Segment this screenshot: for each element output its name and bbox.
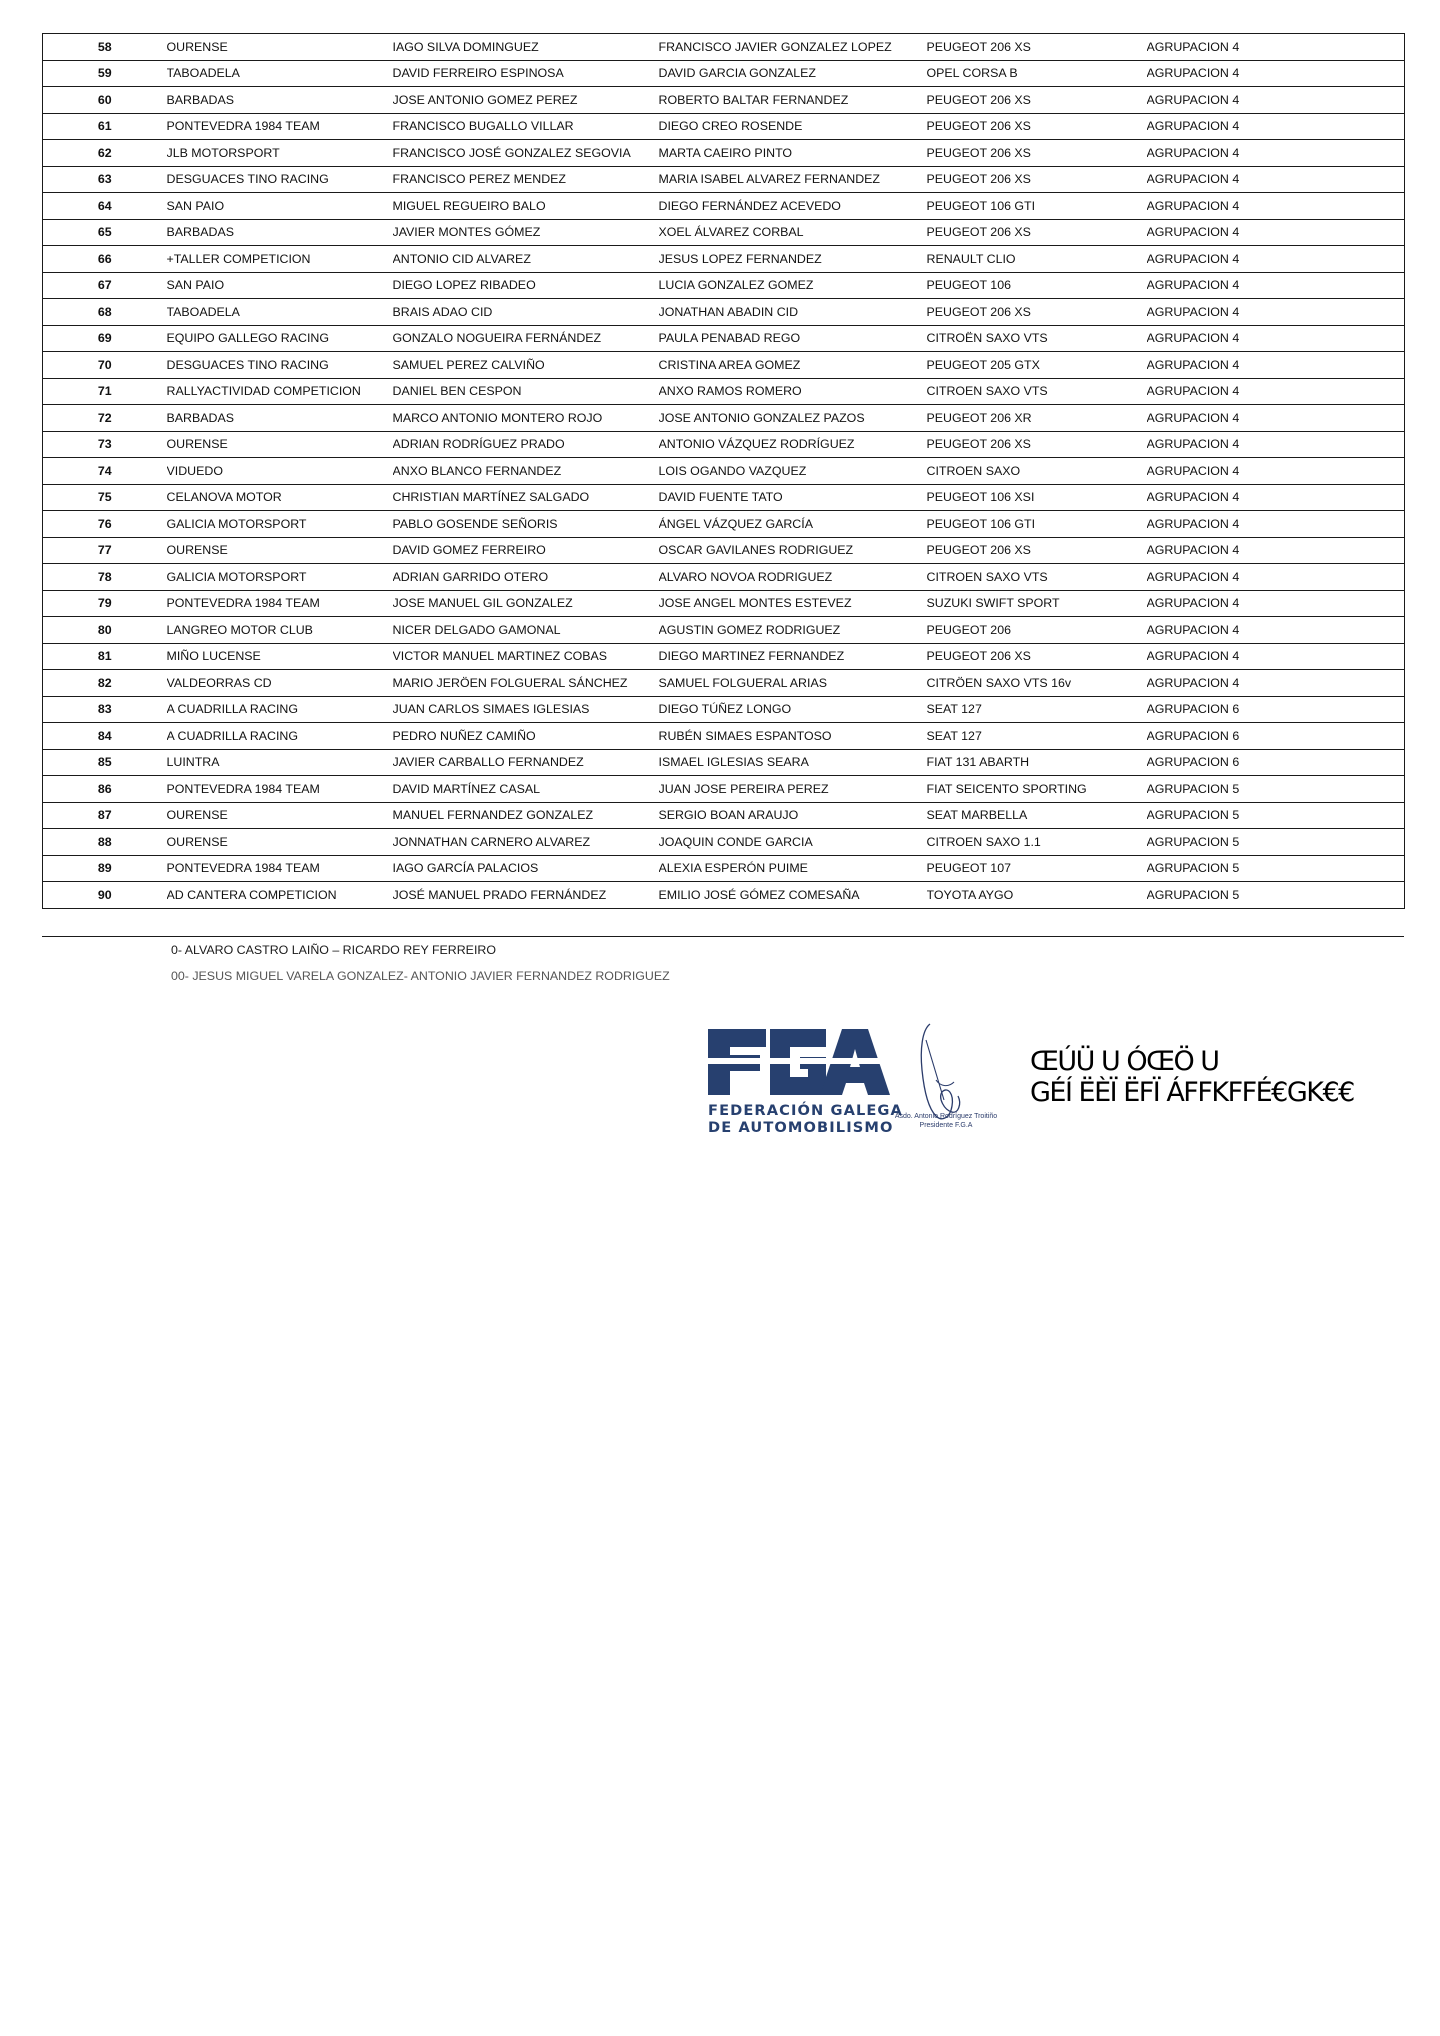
entry-codriver: OSCAR GAVILANES RODRIGUEZ	[659, 537, 927, 564]
entry-codriver: XOEL ÁLVAREZ CORBAL	[659, 219, 927, 246]
entry-codriver: ANTONIO VÁZQUEZ RODRÍGUEZ	[659, 431, 927, 458]
entry-car: PEUGEOT 106 GTI	[927, 511, 1147, 538]
table-row	[43, 272, 1405, 299]
entry-car: CITROEN SAXO VTS	[927, 378, 1147, 405]
entry-number: 68	[43, 299, 167, 326]
entry-driver: NICER DELGADO GAMONAL	[393, 617, 659, 644]
entry-group: AGRUPACION 4	[1147, 643, 1405, 670]
entry-codriver: DIEGO TÚÑEZ LONGO	[659, 696, 927, 723]
entry-car: PEUGEOT 206 XS	[927, 431, 1147, 458]
table-row	[43, 855, 1405, 882]
entry-driver: JAVIER CARBALLO FERNANDEZ	[393, 749, 659, 776]
entry-car: SEAT MARBELLA	[927, 802, 1147, 829]
entry-group: AGRUPACION 4	[1147, 219, 1405, 246]
entry-codriver: MARIA ISABEL ALVAREZ FERNANDEZ	[659, 166, 927, 193]
entry-car: CITROEN SAXO	[927, 458, 1147, 485]
entry-team: LANGREO MOTOR CLUB	[167, 617, 393, 644]
entry-team: TABOADELA	[167, 299, 393, 326]
entry-codriver: SERGIO BOAN ARAUJO	[659, 802, 927, 829]
entry-codriver: LUCIA GONZALEZ GOMEZ	[659, 272, 927, 299]
entry-group: AGRUPACION 5	[1147, 855, 1405, 882]
table-row	[43, 378, 1405, 405]
entry-car: CITROEN SAXO 1.1	[927, 829, 1147, 856]
entry-group: AGRUPACION 4	[1147, 431, 1405, 458]
entry-driver: BRAIS ADAO CID	[393, 299, 659, 326]
entry-driver: IAGO SILVA DOMINGUEZ	[393, 34, 659, 61]
table-row	[43, 564, 1405, 591]
entry-number: 72	[43, 405, 167, 432]
table-row	[43, 458, 1405, 485]
entry-team: TABOADELA	[167, 60, 393, 87]
entry-driver: CHRISTIAN MARTÍNEZ SALGADO	[393, 484, 659, 511]
entry-team: EQUIPO GALLEGO RACING	[167, 325, 393, 352]
entry-group: AGRUPACION 4	[1147, 272, 1405, 299]
entry-codriver: RUBÉN SIMAES ESPANTOSO	[659, 723, 927, 750]
table-row	[43, 140, 1405, 167]
entry-group: AGRUPACION 4	[1147, 590, 1405, 617]
entry-number: 88	[43, 829, 167, 856]
table-row	[43, 590, 1405, 617]
entry-group: AGRUPACION 4	[1147, 87, 1405, 114]
entry-group: AGRUPACION 4	[1147, 670, 1405, 697]
entry-team: JLB MOTORSPORT	[167, 140, 393, 167]
entry-number: 81	[43, 643, 167, 670]
entry-driver: DAVID GOMEZ FERREIRO	[393, 537, 659, 564]
entry-driver: MARCO ANTONIO MONTERO ROJO	[393, 405, 659, 432]
entry-codriver: ROBERTO BALTAR FERNANDEZ	[659, 87, 927, 114]
entry-team: BARBADAS	[167, 405, 393, 432]
car-double-zero-note: 00- JESUS MIGUEL VARELA GONZALEZ- ANTONIO JAVIER FERNANDEZ RODRIGUEZ	[171, 969, 670, 983]
table-row	[43, 34, 1405, 61]
entry-driver: IAGO GARCÍA PALACIOS	[393, 855, 659, 882]
entry-codriver: JUAN JOSE PEREIRA PEREZ	[659, 776, 927, 803]
entry-driver: DAVID FERREIRO ESPINOSA	[393, 60, 659, 87]
entry-number: 76	[43, 511, 167, 538]
entry-driver: MIGUEL REGUEIRO BALO	[393, 193, 659, 220]
entry-car: PEUGEOT 106 GTI	[927, 193, 1147, 220]
entry-number: 73	[43, 431, 167, 458]
entry-team: +TALLER COMPETICION	[167, 246, 393, 273]
entry-codriver: ANXO RAMOS ROMERO	[659, 378, 927, 405]
entry-number: 80	[43, 617, 167, 644]
entry-codriver: SAMUEL FOLGUERAL ARIAS	[659, 670, 927, 697]
entry-number: 71	[43, 378, 167, 405]
entry-car: RENAULT CLIO	[927, 246, 1147, 273]
entry-team: SAN PAIO	[167, 272, 393, 299]
entry-number: 87	[43, 802, 167, 829]
entry-car: PEUGEOT 206 XR	[927, 405, 1147, 432]
entry-team: OURENSE	[167, 537, 393, 564]
table-row	[43, 696, 1405, 723]
entry-codriver: DAVID FUENTE TATO	[659, 484, 927, 511]
entry-team: BARBADAS	[167, 87, 393, 114]
entry-number: 78	[43, 564, 167, 591]
entry-codriver: DIEGO FERNÁNDEZ ACEVEDO	[659, 193, 927, 220]
table-row	[43, 246, 1405, 273]
entry-driver: DAVID MARTÍNEZ CASAL	[393, 776, 659, 803]
entry-team: PONTEVEDRA 1984 TEAM	[167, 776, 393, 803]
table-row	[43, 749, 1405, 776]
entry-car: OPEL CORSA B	[927, 60, 1147, 87]
entry-number: 67	[43, 272, 167, 299]
entry-team: VIDUEDO	[167, 458, 393, 485]
entry-team: DESGUACES TINO RACING	[167, 166, 393, 193]
entry-team: AD CANTERA COMPETICION	[167, 882, 393, 909]
entry-number: 64	[43, 193, 167, 220]
entry-car: PEUGEOT 206 XS	[927, 643, 1147, 670]
entry-driver: ANXO BLANCO FERNANDEZ	[393, 458, 659, 485]
entry-team: OURENSE	[167, 802, 393, 829]
unreadable-text-line-1: ŒÚÜ U ÓŒÖ U	[1030, 1046, 1219, 1077]
entry-codriver: ÁNGEL VÁZQUEZ GARCÍA	[659, 511, 927, 538]
entry-car: PEUGEOT 206	[927, 617, 1147, 644]
entry-group: AGRUPACION 5	[1147, 882, 1405, 909]
entry-codriver: DAVID GARCIA GONZALEZ	[659, 60, 927, 87]
table-row	[43, 537, 1405, 564]
table-row	[43, 352, 1405, 379]
table-row	[43, 723, 1405, 750]
entry-car: SEAT 127	[927, 696, 1147, 723]
entry-driver: JOSE MANUEL GIL GONZALEZ	[393, 590, 659, 617]
entry-car: PEUGEOT 206 XS	[927, 87, 1147, 114]
entry-driver: FRANCISCO BUGALLO VILLAR	[393, 113, 659, 140]
table-row	[43, 166, 1405, 193]
entry-team: DESGUACES TINO RACING	[167, 352, 393, 379]
entry-driver: JOSÉ MANUEL PRADO FERNÁNDEZ	[393, 882, 659, 909]
entry-car: TOYOTA AYGO	[927, 882, 1147, 909]
entry-team: VALDEORRAS CD	[167, 670, 393, 697]
entry-codriver: DIEGO MARTINEZ FERNANDEZ	[659, 643, 927, 670]
entry-car: PEUGEOT 206 XS	[927, 299, 1147, 326]
entry-group: AGRUPACION 4	[1147, 166, 1405, 193]
entry-group: AGRUPACION 4	[1147, 34, 1405, 61]
entry-group: AGRUPACION 4	[1147, 617, 1405, 644]
entry-group: AGRUPACION 4	[1147, 113, 1405, 140]
entry-team: CELANOVA MOTOR	[167, 484, 393, 511]
entry-number: 60	[43, 87, 167, 114]
entry-driver: ADRIAN RODRÍGUEZ PRADO	[393, 431, 659, 458]
entry-driver: JUAN CARLOS SIMAES IGLESIAS	[393, 696, 659, 723]
entry-group: AGRUPACION 4	[1147, 537, 1405, 564]
entry-number: 89	[43, 855, 167, 882]
entry-driver: VICTOR MANUEL MARTINEZ COBAS	[393, 643, 659, 670]
entry-group: AGRUPACION 4	[1147, 511, 1405, 538]
car-zero-note: 0- ALVARO CASTRO LAIÑO – RICARDO REY FERREIRO	[171, 943, 496, 957]
entry-group: AGRUPACION 4	[1147, 484, 1405, 511]
entry-codriver: JOSE ANTONIO GONZALEZ PAZOS	[659, 405, 927, 432]
entry-number: 63	[43, 166, 167, 193]
entry-team: MIÑO LUCENSE	[167, 643, 393, 670]
logo-text-line-1: FEDERACIÓN GALEGA	[708, 1102, 903, 1119]
entry-team: OURENSE	[167, 431, 393, 458]
entry-group: AGRUPACION 4	[1147, 564, 1405, 591]
entry-driver: PEDRO NUÑEZ CAMIÑO	[393, 723, 659, 750]
entry-group: AGRUPACION 4	[1147, 405, 1405, 432]
entry-car: CITRÖEN SAXO VTS 16v	[927, 670, 1147, 697]
table-row	[43, 776, 1405, 803]
entry-group: AGRUPACION 4	[1147, 140, 1405, 167]
entry-codriver: FRANCISCO JAVIER GONZALEZ LOPEZ	[659, 34, 927, 61]
entry-car: SEAT 127	[927, 723, 1147, 750]
entry-number: 74	[43, 458, 167, 485]
entry-group: AGRUPACION 5	[1147, 829, 1405, 856]
entry-number: 79	[43, 590, 167, 617]
entry-number: 77	[43, 537, 167, 564]
entry-team: PONTEVEDRA 1984 TEAM	[167, 855, 393, 882]
entry-codriver: JONATHAN ABADIN CID	[659, 299, 927, 326]
entry-group: AGRUPACION 6	[1147, 749, 1405, 776]
entry-number: 84	[43, 723, 167, 750]
entry-group: AGRUPACION 4	[1147, 458, 1405, 485]
entry-codriver: PAULA PENABAD REGO	[659, 325, 927, 352]
entry-car: CITROEN SAXO VTS	[927, 564, 1147, 591]
entry-driver: GONZALO NOGUEIRA FERNÁNDEZ	[393, 325, 659, 352]
entry-driver: DANIEL BEN CESPON	[393, 378, 659, 405]
entry-codriver: JOSE ANGEL MONTES ESTEVEZ	[659, 590, 927, 617]
entry-team: A CUADRILLA RACING	[167, 723, 393, 750]
section-divider	[42, 936, 1404, 937]
entry-group: AGRUPACION 5	[1147, 802, 1405, 829]
entry-car: PEUGEOT 107	[927, 855, 1147, 882]
entry-number: 83	[43, 696, 167, 723]
entry-codriver: ISMAEL IGLESIAS SEARA	[659, 749, 927, 776]
entry-team: GALICIA MOTORSPORT	[167, 511, 393, 538]
entry-team: PONTEVEDRA 1984 TEAM	[167, 113, 393, 140]
entry-group: AGRUPACION 4	[1147, 378, 1405, 405]
entry-car: PEUGEOT 206 XS	[927, 113, 1147, 140]
entry-team: RALLYACTIVIDAD COMPETICION	[167, 378, 393, 405]
entry-driver: JOSE ANTONIO GOMEZ PEREZ	[393, 87, 659, 114]
entry-driver: MANUEL FERNANDEZ GONZALEZ	[393, 802, 659, 829]
entry-driver: FRANCISCO PEREZ MENDEZ	[393, 166, 659, 193]
entry-driver: ANTONIO CID ALVAREZ	[393, 246, 659, 273]
signature-caption-title: Presidente F.G.A	[919, 1122, 973, 1129]
entry-codriver: LOIS OGANDO VAZQUEZ	[659, 458, 927, 485]
table-row	[43, 802, 1405, 829]
entry-number: 85	[43, 749, 167, 776]
entry-team: GALICIA MOTORSPORT	[167, 564, 393, 591]
entry-group: AGRUPACION 4	[1147, 325, 1405, 352]
entry-car: PEUGEOT 206 XS	[927, 140, 1147, 167]
entry-car: PEUGEOT 206 XS	[927, 537, 1147, 564]
entry-codriver: JOAQUIN CONDE GARCIA	[659, 829, 927, 856]
entry-driver: DIEGO LOPEZ RIBADEO	[393, 272, 659, 299]
entry-codriver: AGUSTIN GOMEZ RODRIGUEZ	[659, 617, 927, 644]
entry-codriver: DIEGO CREO ROSENDE	[659, 113, 927, 140]
entry-driver: SAMUEL PEREZ CALVIÑO	[393, 352, 659, 379]
entry-number: 70	[43, 352, 167, 379]
entry-car: CITROËN SAXO VTS	[927, 325, 1147, 352]
entry-codriver: MARTA CAEIRO PINTO	[659, 140, 927, 167]
entry-group: AGRUPACION 4	[1147, 299, 1405, 326]
entry-car: PEUGEOT 206 XS	[927, 166, 1147, 193]
table-row	[43, 193, 1405, 220]
table-row	[43, 60, 1405, 87]
entry-driver: MARIO JERÖEN FOLGUERAL SÁNCHEZ	[393, 670, 659, 697]
table-row	[43, 829, 1405, 856]
table-row	[43, 882, 1405, 909]
entry-number: 66	[43, 246, 167, 273]
entry-number: 90	[43, 882, 167, 909]
entry-group: AGRUPACION 4	[1147, 60, 1405, 87]
entry-number: 82	[43, 670, 167, 697]
entry-codriver: JESUS LOPEZ FERNANDEZ	[659, 246, 927, 273]
entry-car: PEUGEOT 205 GTX	[927, 352, 1147, 379]
entry-car: PEUGEOT 206 XS	[927, 219, 1147, 246]
entry-codriver: CRISTINA AREA GOMEZ	[659, 352, 927, 379]
entry-team: OURENSE	[167, 829, 393, 856]
entry-car: SUZUKI SWIFT SPORT	[927, 590, 1147, 617]
table-row	[43, 617, 1405, 644]
entry-team: PONTEVEDRA 1984 TEAM	[167, 590, 393, 617]
entry-codriver: ALEXIA ESPERÓN PUIME	[659, 855, 927, 882]
entry-driver: PABLO GOSENDE SEÑORIS	[393, 511, 659, 538]
unreadable-text-line-2: GÉÍ ËÈÏ ËFÏ ÁFFKFFÉ€GK€€	[1030, 1077, 1354, 1108]
logo-text-line-2: DE AUTOMOBILISMO	[708, 1119, 894, 1136]
entry-group: AGRUPACION 6	[1147, 723, 1405, 750]
entry-number: 58	[43, 34, 167, 61]
table-row	[43, 299, 1405, 326]
table-row	[43, 511, 1405, 538]
entry-number: 75	[43, 484, 167, 511]
entry-number: 65	[43, 219, 167, 246]
entry-number: 86	[43, 776, 167, 803]
entry-team: BARBADAS	[167, 219, 393, 246]
entry-car: PEUGEOT 106	[927, 272, 1147, 299]
table-row	[43, 670, 1405, 697]
entry-car: PEUGEOT 206 XS	[927, 34, 1147, 61]
entry-group: AGRUPACION 4	[1147, 193, 1405, 220]
entry-codriver: ALVARO NOVOA RODRIGUEZ	[659, 564, 927, 591]
table-row	[43, 87, 1405, 114]
entry-team: SAN PAIO	[167, 193, 393, 220]
entry-car: FIAT 131 ABARTH	[927, 749, 1147, 776]
entry-number: 61	[43, 113, 167, 140]
entry-group: AGRUPACION 4	[1147, 246, 1405, 273]
entry-number: 59	[43, 60, 167, 87]
table-row	[43, 219, 1405, 246]
entry-car: PEUGEOT 106 XSI	[927, 484, 1147, 511]
table-row	[43, 405, 1405, 432]
entry-driver: JONNATHAN CARNERO ALVAREZ	[393, 829, 659, 856]
table-row	[43, 484, 1405, 511]
entry-number: 62	[43, 140, 167, 167]
entry-driver: FRANCISCO JOSÉ GONZALEZ SEGOVIA	[393, 140, 659, 167]
entry-car: FIAT SEICENTO SPORTING	[927, 776, 1147, 803]
entry-driver: ADRIAN GARRIDO OTERO	[393, 564, 659, 591]
table-row	[43, 113, 1405, 140]
entry-team: A CUADRILLA RACING	[167, 696, 393, 723]
entry-list-table	[42, 33, 1405, 909]
fga-logo	[708, 1025, 903, 1137]
entry-group: AGRUPACION 5	[1147, 776, 1405, 803]
entry-team: LUINTRA	[167, 749, 393, 776]
entry-driver: JAVIER MONTES GÓMEZ	[393, 219, 659, 246]
entry-number: 69	[43, 325, 167, 352]
entry-codriver: EMILIO JOSÉ GÓMEZ COMESAÑA	[659, 882, 927, 909]
entry-list-body	[43, 34, 1405, 909]
table-row	[43, 325, 1405, 352]
entry-group: AGRUPACION 4	[1147, 352, 1405, 379]
entry-group: AGRUPACION 6	[1147, 696, 1405, 723]
signature-caption-name: Asdo. Antonio Rodríguez Troitiño	[894, 1113, 998, 1120]
table-row	[43, 431, 1405, 458]
table-row	[43, 643, 1405, 670]
fga-logo-mark	[708, 1025, 890, 1097]
entry-team: OURENSE	[167, 34, 393, 61]
